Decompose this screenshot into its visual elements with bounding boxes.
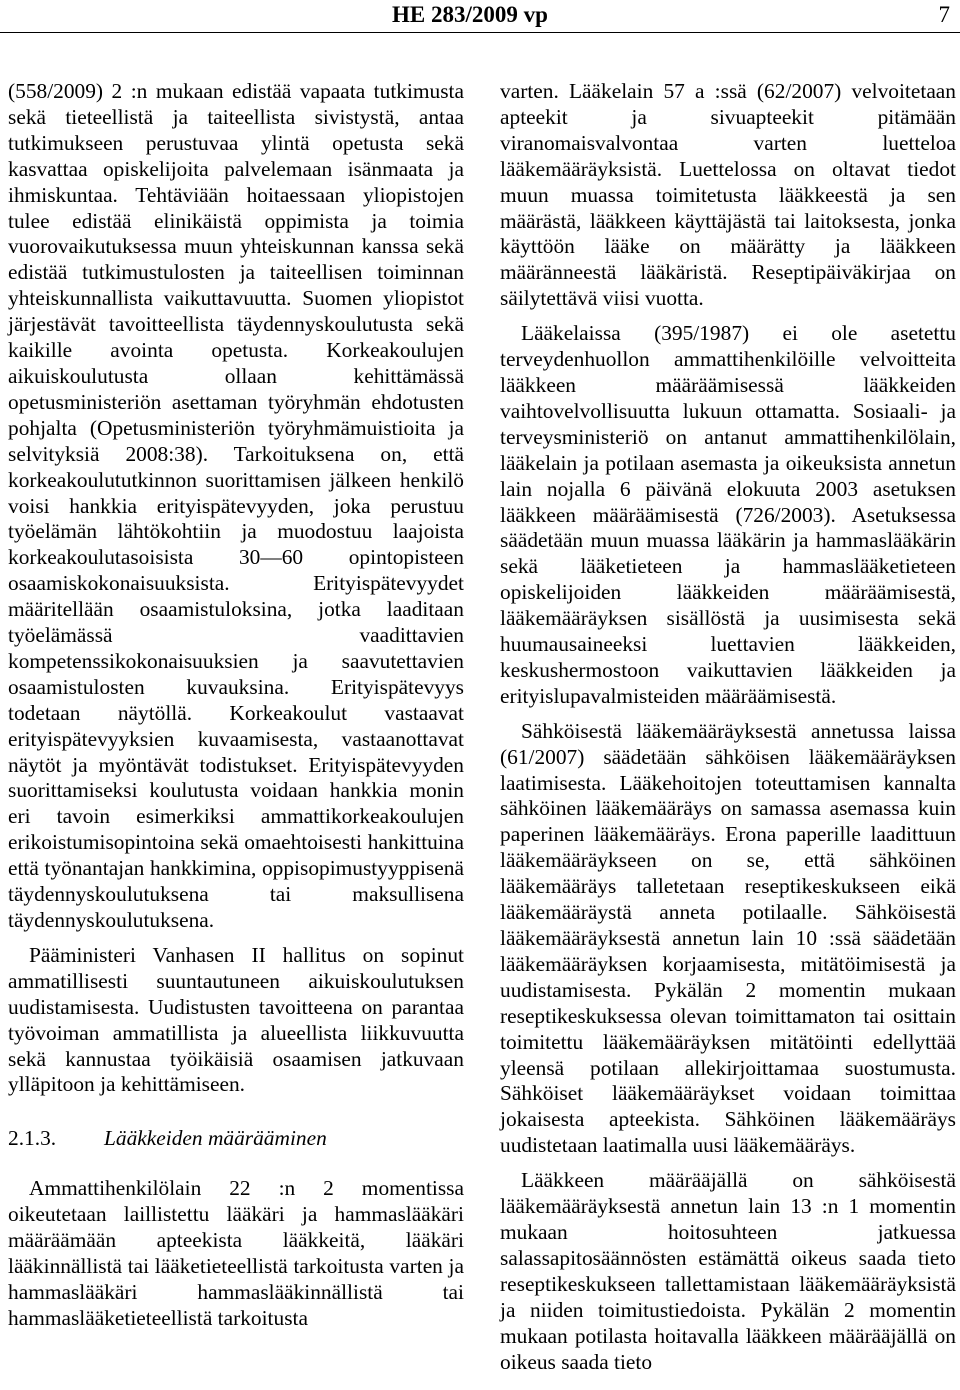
section-heading bbox=[8, 1126, 464, 1152]
section-title: Lääkkeiden määrääminen bbox=[104, 1126, 327, 1151]
paragraph: varten. Lääkelain 57 a :ssä (62/2007) velvoitetaan apteekit ja sivuapteekit pitämään viranomaisvalvontaa varten luetteloa lääkemääräyksistä. Luettelossa on oltavat tiedot muun muassa toimitetusta lääkkeestä ja sen määrästä, lääkkeen käyttäjästä tai laitoksesta, jonka käyttöön lääke on määrätty ja lääkkeen määränneestä lääkäristä. Reseptipäiväkirjaa on säilytettävä viisi vuotta. bbox=[500, 79, 956, 311]
left-column bbox=[8, 79, 464, 1332]
right-column bbox=[500, 79, 956, 1375]
paragraph: Lääkkeen määrääjällä on sähköisestä lääkemääräyksestä annetun lain 13 :n 1 momentin mukaan hoitosuhteen jatkuessa salassapitosäännösten estämättä oikeus saada tieto reseptikeskukseen tallettamistaan lääkemääräyksistä ja niiden toimitustiedoista. Pykälän 2 momentin mukaan potilasta hoitavalla lääkkeen määrääjällä on oikeus saada tieto bbox=[500, 1168, 956, 1374]
document-id: HE 283/2009 vp bbox=[392, 2, 548, 27]
page-header bbox=[0, 0, 960, 34]
paragraph: Lääkelaissa (395/1987) ei ole asetettu terveydenhuollon ammattihenkilöille velvoitteita lääkkeen määräämisessä lääkkeiden vaihtovelvollisuutta lukuun ottamatta. Sosiaali- ja terveysministeriö on antanut ammattihenkilölain, lääkelain ja potilaan asemasta ja oikeuksista annetun lain nojalla 6 päivänä elokuuta 2003 asetuksen lääkkeen määräämisestä (726/2003). Asetuksessa säädetään muun muassa lääkärin ja hammaslääkärin sekä lääketieteen ja hammaslääketieteen opiskelijoiden lääkkeiden määräämisestä, lääkemääräyksen sisällöstä ja uusimisesta sekä huumausaineeksi luettavien lääkkeiden, keskushermostoon vaikuttavien lääkkeiden ja erityislupavalmisteiden määräämisestä. bbox=[500, 321, 956, 708]
header-rule bbox=[0, 32, 960, 33]
page-number: 7 bbox=[938, 2, 950, 27]
section-number: 2.1.3. bbox=[8, 1126, 57, 1151]
paragraph: Pääministeri Vanhasen II hallitus on sopinut ammatillisesti suuntautuneen aikuiskoulutuksen uudistamisesta. Uudistusten tavoitteena on parantaa työvoiman ammatillista ja alueellista liikkuvuutta sekä kannustaa työikäisiä osaamisen jatkuvaan ylläpitoon ja kehittämiseen. bbox=[8, 942, 464, 1097]
paragraph: Ammattihenkilölain 22 :n 2 momentissa oikeutetaan laillistettu lääkäri ja hammaslääkäri määräämään apteekista lääkkeitä, lääkäri lääkinnällistä tai lääketieteellistä tarkoitusta varten ja hammaslääkäri hammaslääkinnällistä tai hammaslääketieteellistä tarkoitusta bbox=[8, 1176, 464, 1330]
paragraph: (558/2009) 2 :n mukaan edistää vapaata tutkimusta sekä tieteellistä ja taiteellista sivistystä, antaa tutkimukseen perustuvaa ylintä opetusta sekä kasvattaa opiskelijoita palvelemaan isänmaata ja ihmiskuntaa. Tehtäviään hoitaessaan yliopistojen tulee edistää elinikäistä oppimista ja toimia vuorovaikutuksessa muun yhteiskunnan kanssa sekä edistää tutkimustulosten ja taiteellisen toiminnan yhteiskunnallista vaikuttavuutta. Suomen yliopistot järjestävät tavoitteellista täydennyskoulutusta sekä kaikille avointa opetusta. Korkeakoulujen aikuiskoulutusta ollaan kehittämässä opetusministeriön asettaman työryhmän ehdotusten pohjalta (Opetusministeriön työryhmämuistioita ja selvityksiä 2008:38). Tarkoituksena on, että korkeakoulututkinnon suorittamisen jälkeen henkilö voisi hankkia erityispätevyyden, joka perustuu työelämän lähtökohtiin ja muodostuu laajoista korkeakoulutasoisista 30—60 opintopisteen osaamiskokonaisuuksista. Erityispätevyydet määritellään osaamistuloksina, jotka laaditaan työelämässä vaadittavien kompetenssikokonaisuuksien ja saavutettavien osaamistulosten kuvauksina. Erityispätevyys todetaan näytöllä. Korkeakoulut vastaavat erityispätevyyksien kuvaamisesta, vastaanottavat näytöt ja myöntävät todistukset. Erityispätevyyden suorittamiseksi koulutusta voidaan hankkia monin eri tavoin esimerkiksi ammattikorkeakoulujen erikoistumisopintoina sekä omaehtoisesti hankittuina että työnantajan hankkimina, oppisopimustyyppisenä täydennyskoulutuksena tai maksullisena täydennyskoulutuksena. bbox=[8, 79, 464, 932]
paragraph: Sähköisestä lääkemääräyksestä annetussa laissa (61/2007) säädetään sähköisen lääkemääräyksen laatimisesta. Lääkehoitojen toteuttamisen kannalta sähköinen lääkemääräys on samassa asemassa kuin paperinen lääkemääräys. Erona paperille laadittuun lääkemääräykseen on se, että sähköinen lääkemääräys talletetaan reseptikeskukseen eikä lääkemääräystä anneta potilaalle. Sähköisestä lääkemääräyksestä annetun lain 10 :ssä säädetään lääkemääräyksen korjaamisesta, mitätöimisestä ja uudistamisesta. Pykälän 2 momentin mukaan reseptikeskuksessa olevan toimittamaton tai osittain toimitettu lääkemääräyksen mitätöinti edellyttää yleensä potilaan allekirjoittamaa suostumusta. Sähköiset lääkemääräykset voidaan toimittaa jokaisesta apteekista. Sähköinen lääkemääräys uudistetaan laatimalla uusi lääkemääräys. bbox=[500, 718, 956, 1158]
